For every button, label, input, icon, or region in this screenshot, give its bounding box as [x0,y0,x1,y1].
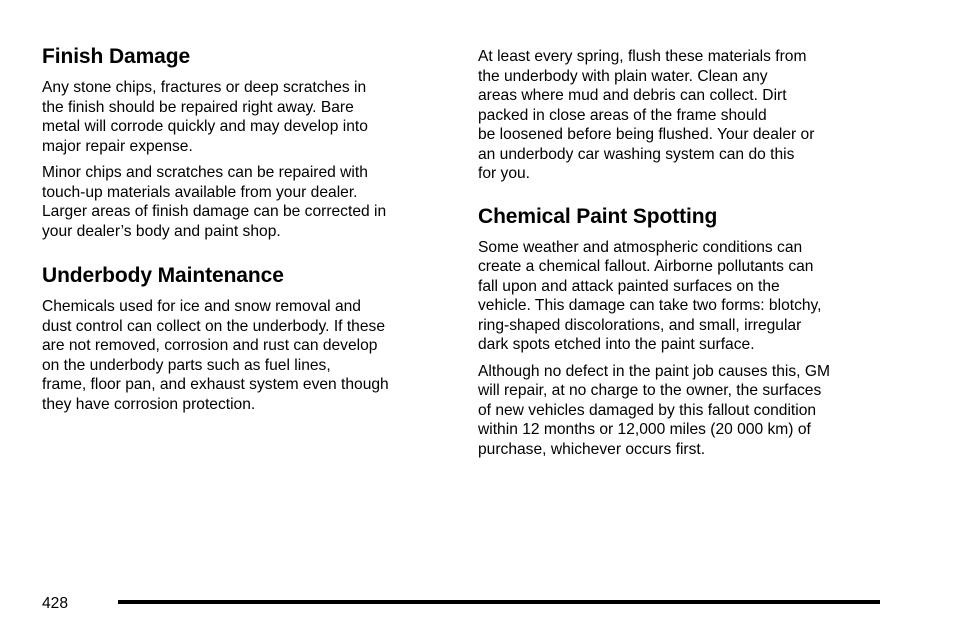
chemical-paint-spotting-paragraph-2: Although no defect in the paint job causes this, GM will repair, at no charge to the owner, the surfaces of new vehicles damaged by this fallout condition within 12 months or 12,000 miles (20 000 km) of purchase, whichever occurs first. [478,362,830,458]
underbody-maintenance-continued [478,47,880,184]
right-column [478,47,880,466]
underbody-maintenance-heading: Underbody Maintenance [42,264,284,287]
underbody-maintenance-section [42,263,444,414]
chemical-paint-spotting-paragraph-1: Some weather and atmospheric conditions can create a chemical fallout. Airborne pollutants can fall upon and attack painted surfaces on the vehicle. This damage can take two forms: blotchy, ring-shaped discolorations, and small, irregular dark spots etched into the paint surface. [478,238,822,353]
finish-damage-paragraph-2: Minor chips and scratches can be repaired with touch-up materials available from your dealer. Larger areas of finish damage can be corrected in your dealer’s body and paint shop. [42,164,387,240]
page-number: 428 [42,595,69,612]
footer-rule [118,600,880,604]
left-column [42,44,444,421]
chemical-paint-spotting-section [478,204,880,460]
finish-damage-section [42,44,444,241]
finish-damage-heading: Finish Damage [42,45,191,68]
chemical-paint-spotting-heading: Chemical Paint Spotting [478,204,718,228]
underbody-flush-paragraph: At least every spring, flush these materials from the underbody with plain water. Clean any areas where mud and debris can collect. Dirt packed in close areas of the frame should be loosened before being flushed. Your dealer or an underbody car washing system can do this for you. [478,48,815,182]
finish-damage-paragraph-1: Any stone chips, fractures or deep scratches in the finish should be repaired right away. Bare metal will corrode quickly and may develop into major repair expense. [42,79,368,155]
underbody-maintenance-paragraph-1: Chemicals used for ice and snow removal and dust control can collect on the underbody. If these are not removed, corrosion and rust can develop on the underbody parts such as fuel lines, frame, floor pan, and exhaust system even though they have corrosion protection. [42,298,389,413]
